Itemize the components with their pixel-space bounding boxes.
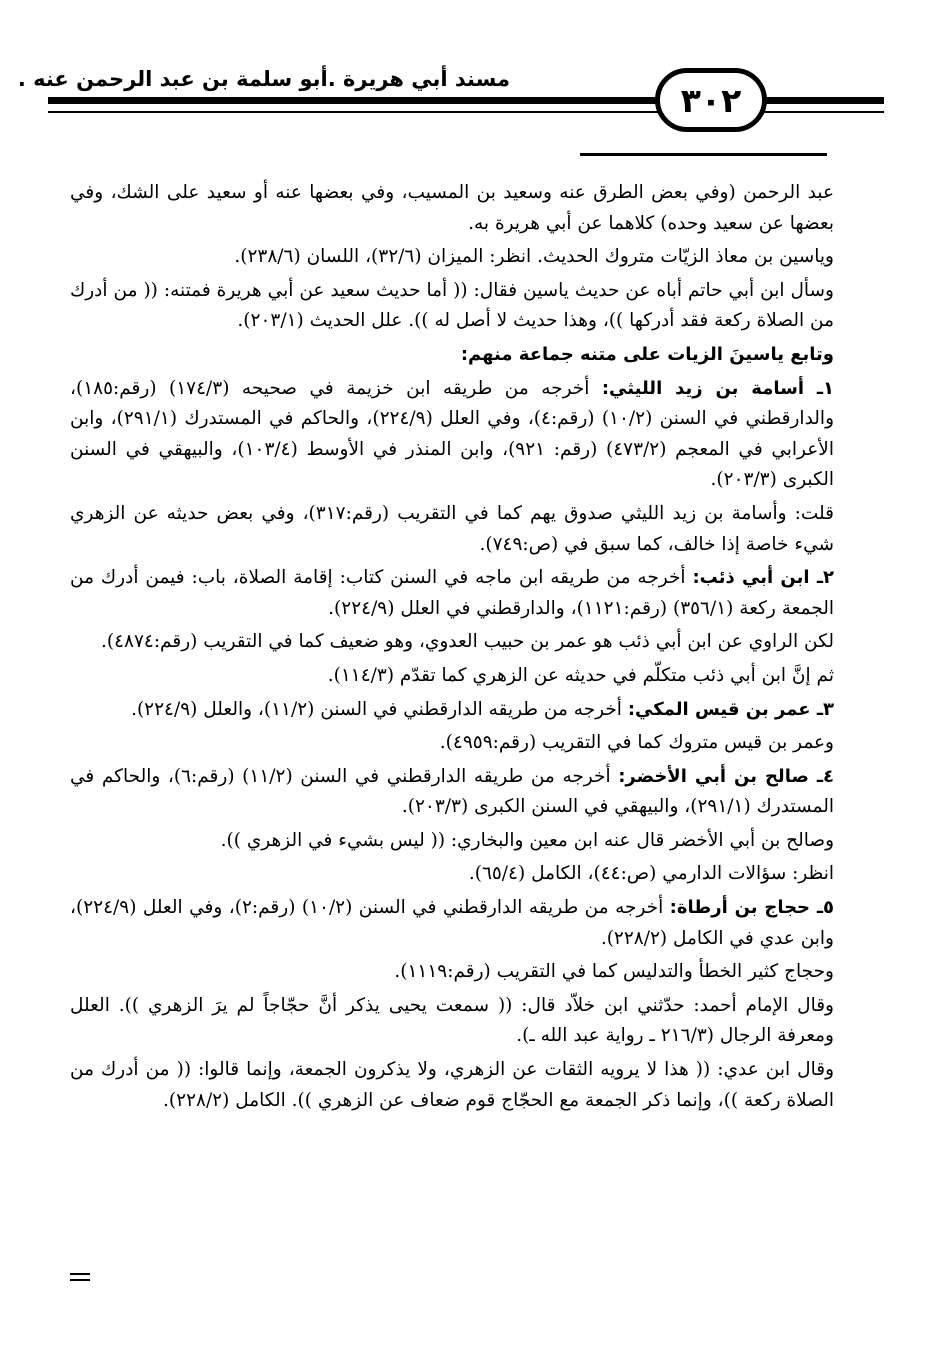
page-number: ٣٠٢ (680, 80, 742, 120)
page-number-badge (655, 68, 767, 132)
paragraph: ثم إنَّ ابن أبي ذئب متكلّم في حديثه عن الزهري كما تقدّم (١١٤/٣). (327, 664, 834, 686)
paragraph-numbered: ٥ـ حجاج بن أرطاة: أخرجه من طريقه الدارقطني في السنن (١٠/٢) (رقم:٢)، وفي العلل (٢٢٤/٩)، وابن عدي في الكامل (٢٢٨/٢). (70, 897, 834, 949)
paragraph: وياسين بن معاذ الزيّات متروك الحديث. انظر: الميزان (٣٢/٦)، اللسان (٢٣٨/٦). (234, 246, 834, 268)
paragraph: عبد الرحمن (وفي بعض الطرق عنه وسعيد بن المسيب، وفي بعضها عنه أو سعيد على الشك، وفي بعضها عن سعيد وحده) كلاهما عن أبي هريرة به. (70, 182, 834, 234)
footnote-body (70, 178, 834, 1119)
paragraph: وعمر بن قيس متروك كما في التقريب (رقم:٤٩٥٩). (439, 732, 834, 754)
paragraph-numbered: ٤ـ صالح بن أبي الأخضر: أخرجه من طريقه الدارقطني في السنن (١١/٢) (رقم:٦)، والحاكم في المستدرك (٢٩١/١)، والبيهقي في السنن الكبرى (٢٠٣/٣). (70, 765, 834, 818)
running-header-title: مسند أبي هريرة .أبو سلمة بن عبد الرحمن عنه . (17, 67, 510, 91)
paragraph: قلت: وأسامة بن زيد الليثي صدوق يهم كما في التقريب (رقم:٣١٧)، وفي بعض حديثه عن الزهري شيء خاصة إذا خالف، كما سبق في (ص:٧٤٩). (70, 502, 834, 555)
section-heading: وتابع ياسينَ الزيات على متنه جماعة منهم: (460, 343, 834, 365)
paragraph: انظر: سؤالات الدارمي (ص:٤٤)، الكامل (٦٥/٤). (468, 863, 834, 885)
paragraph: وصالح بن أبي الأخضر قال عنه ابن معين والبخاري: (( ليس بشيء في الزهري )). (220, 829, 834, 851)
paragraph: وقال الإمام أحمد: حدّثني ابن خلاّد قال: (( سمعت يحيى يذكر أنَّ حجّاجاً لم يرَ الزهري )). العلل ومعرفة الرجال (٢١٦/٣ ـ رواية عبد الله ـ). (70, 994, 834, 1047)
paragraph: وقال ابن عدي: (( هذا لا يرويه الثقات عن الزهري، ولا يذكرون الجمعة، وإنما قالوا: (( من أدرك من الصلاة ركعة ))، وإنما ذكر الجمعة مع الحجّاج قوم ضعاف عن الزهري )). الكامل (٢٢٨/٢). (70, 1059, 834, 1111)
footnote-separator (580, 153, 827, 156)
paragraph-numbered: ٣ـ عمر بن قيس المكي: أخرجه من طريقه الدارقطني في السنن (١١/٢)، والعلل (٢٢٤/٩). (131, 698, 834, 720)
paragraph: وحجاج كثير الخطأ والتدليس كما في التقريب (رقم:١١١٩). (394, 961, 834, 983)
paragraph-numbered: ١ـ أسامة بن زيد الليثي: أخرجه من طريقه ابن خزيمة في صحيحه (١٧٤/٣) (رقم:١٨٥)، والدارقطني في السنن (١٠/٢) (رقم:٤)، وفي العلل (٢٢٤/٩)، والحاكم في المستدرك (٢٩١/١)، وابن الأعرابي في المعجم (٤٧٣/٢) (رقم: ٩٢١)، وابن المنذر في الأوسط (١٠٣/٤)، والبيهقي في السنن الكبرى (٢٠٣/٣). (70, 377, 834, 491)
paragraph-numbered: ٢ـ ابن أبي ذئب: أخرجه من طريقه ابن ماجه في السنن كتاب: إقامة الصلاة، باب: فيمن أدرك من الجمعة ركعة (٣٥٦/١) (رقم:١١٢١)، والدارقطني في العلل (٢٢٤/٩). (70, 567, 835, 619)
paragraph: لكن الراوي عن ابن أبي ذئب هو عمر بن حبيب العدوي، وهو ضعيف كما في التقريب (رقم:٤٨٧٤). (100, 631, 834, 653)
paragraph: وسأل ابن أبي حاتم أباه عن حديث ياسين فقال: (( أما حديث سعيد عن أبي هريرة فمتنه: (( من أدرك من الصلاة ركعة فقد أدركها ))، وهذا حديث لا أصل له )). علل الحديث (٢٠٣/١). (70, 279, 834, 332)
continuation-mark (70, 1273, 90, 1285)
